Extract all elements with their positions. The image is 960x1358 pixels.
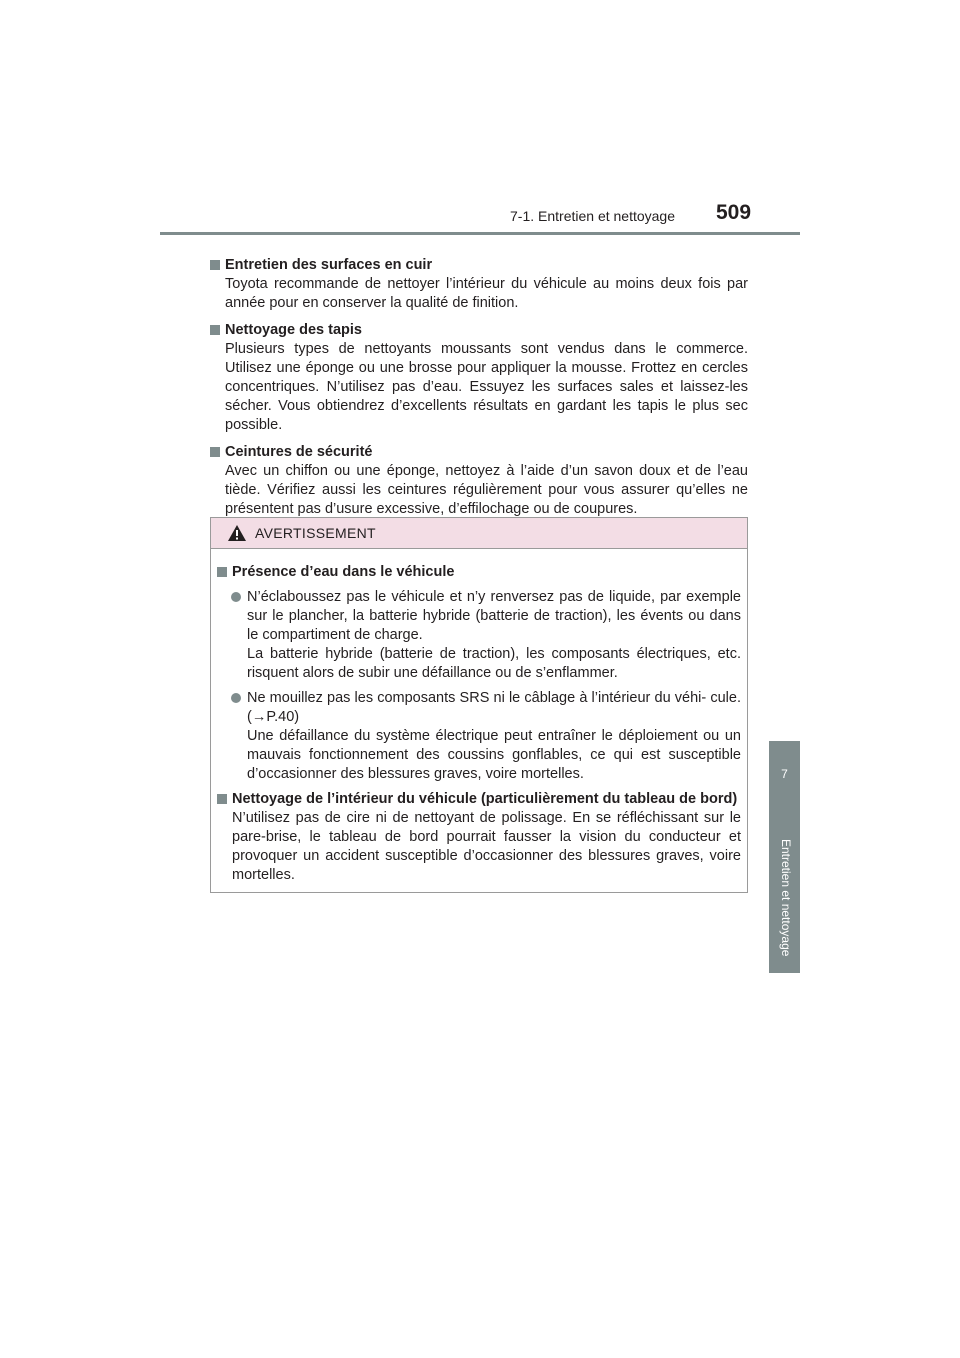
section-heading-text: Entretien des surfaces en cuir (225, 257, 433, 273)
bullet-paragraph: La batterie hybride (batterie de traction), les composants électriques, etc. risquent alors de subir une défaillance ou de s’enflammer. (247, 646, 741, 681)
chapter-label: Entretien et nettoyage (779, 839, 793, 957)
bullet-paragraph: Ne mouillez pas les composants SRS ni le câblage à l’intérieur du véhi- cule. (→P.40) (247, 690, 741, 725)
square-bullet-icon (210, 325, 220, 335)
warning-box (210, 517, 748, 893)
warning-triangle-icon (227, 524, 247, 542)
warning-section-heading-text: Nettoyage de l’intérieur du véhicule (particulièrement du tableau de bord) (232, 791, 738, 807)
warning-bullet (231, 588, 741, 683)
section-heading (210, 443, 748, 462)
section-body: Avec un chiffon ou une éponge, nettoyez à l’aide d’un savon doux et de l’eau tiède. Vérifiez aussi les ceintures régulièrement pour vous assurer qu’elles ne présentent pas d’usure excessive, d’effilochage ou de coupures. (225, 463, 748, 517)
bullet-paragraph: N’éclaboussez pas le véhicule et n’y renversez pas de liquide, par exemple sur le plancher, la batterie hybride (batterie de traction), les évents ou dans le compartiment de charge. (247, 589, 741, 643)
header-title: 7-1. Entretien et nettoyage (510, 208, 675, 224)
warning-section-water (217, 563, 741, 784)
section-seatbelts (210, 443, 748, 519)
section-carpets (210, 321, 748, 435)
section-body: Toyota recommande de nettoyer l’intérieur du véhicule au moins deux fois par année pour en conserver la qualité de finition. (225, 276, 748, 311)
section-heading-text: Nettoyage des tapis (225, 322, 362, 338)
warning-section-heading-text: Présence d’eau dans le véhicule (232, 564, 455, 580)
warning-bullet-text (247, 588, 741, 683)
bullet-paragraph: Une défaillance du système électrique peut entraîner le déploiement ou un mauvais fonctionnement des coussins gonflables, ce qui est susceptible d’occasionner des blessures graves, voire mortelles. (247, 728, 741, 782)
warning-section-body: N’utilisez pas de cire ni de nettoyant de polissage. En se réfléchissant sur le pare-brise, le tableau de bord pourrait fausser la vision du conducteur et provoquer un accident susceptible d’occasionner des blessures graves, voire mortelles. (232, 810, 741, 883)
header-divider (160, 232, 800, 235)
circle-bullet-icon (231, 592, 241, 602)
warning-title: AVERTISSEMENT (255, 525, 376, 541)
square-bullet-icon (217, 567, 227, 577)
warning-header (211, 518, 747, 549)
square-bullet-icon (210, 260, 220, 270)
section-heading (210, 321, 748, 340)
main-content (210, 248, 748, 519)
section-leather (210, 256, 748, 313)
warning-content (211, 549, 747, 885)
chapter-number: 7 (781, 767, 788, 781)
section-body: Plusieurs types de nettoyants moussants sont vendus dans le commerce. Utilisez une éponge ou une brosse pour appliquer la mousse. Frottez en cercles concentriques. N’utilisez pas d’eau. Essuyez les surfaces sales et laissez-les sécher. Vous obtiendrez d’excellents résultats en gardant les tapis le plus sec possible. (225, 341, 748, 433)
chapter-side-tab[interactable] (769, 741, 800, 973)
warning-bullet-text (247, 689, 741, 784)
warning-bullet (231, 689, 741, 784)
square-bullet-icon (217, 794, 227, 804)
warning-section-dashboard (217, 790, 741, 885)
section-heading-text: Ceintures de sécurité (225, 444, 373, 460)
warning-section-heading (217, 790, 741, 809)
page-number: 509 (716, 201, 752, 224)
warning-section-heading (217, 563, 741, 582)
section-heading (210, 256, 748, 275)
circle-bullet-icon (231, 693, 241, 703)
square-bullet-icon (210, 447, 220, 457)
